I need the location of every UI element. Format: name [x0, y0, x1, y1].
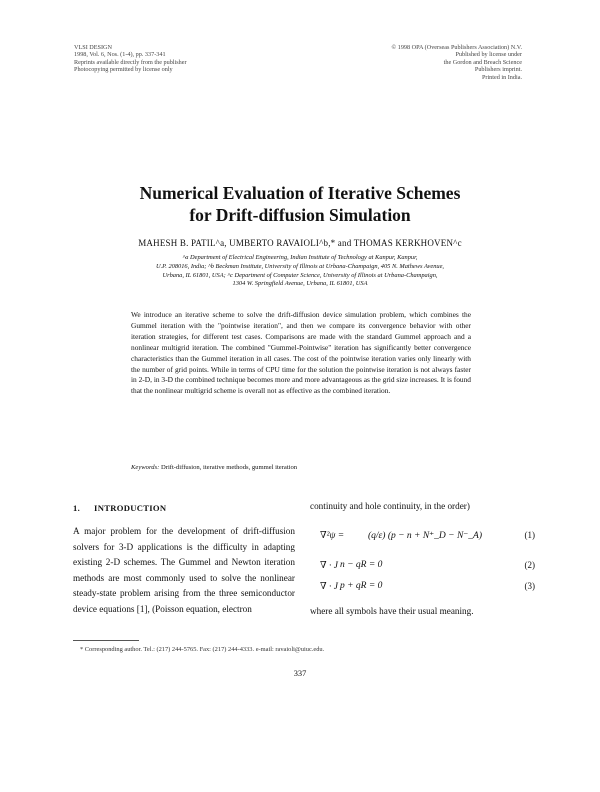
equation-electron-continuity [320, 560, 535, 580]
equation-lhs: ∇²ψ = [320, 531, 345, 541]
equation-followup-text: where all symbols have their usual meaning. [310, 606, 474, 616]
publisher-info-line: the Gordon and Breach Science [443, 58, 522, 66]
keywords-label: Keywords: [131, 464, 160, 471]
equation-hole-continuity [320, 581, 535, 601]
section-title: INTRODUCTION [94, 503, 167, 513]
section-number: 1. [73, 503, 81, 513]
author-list: MAHESH B. PATIL^a, UMBERTO RAVAIOLI^b,* and THOMAS KERKHOVEN^c [138, 238, 462, 248]
footnote: * Corresponding author. Tel.: (217) 244-5765. Fax: (217) 244-4333. e-mail: ravaioli@uiuc.edu. [80, 646, 325, 653]
publisher-info [391, 44, 522, 81]
intro-paragraph: A major problem for the development of drift-diffusion solvers for 3-D applications is the difficulty in adapting existing 2-D schemes. The Gummel and Newton iteration methods are most commonly used to solve the nonlinear steady-state problem arising from the three semiconductor device equations [1], (Poisson equation, electron [73, 526, 295, 614]
affiliation-line: U.P. 208016, India; ^b Beckman Institute, University of Illinois at Urbana-Champaign, 405 N. Mathews Avenue, [155, 262, 445, 270]
page-number: 337 [293, 669, 307, 678]
intro-continuation: continuity and hole continuity, in the order) [310, 501, 470, 511]
equation-lhs: ∇ · J [320, 582, 338, 592]
publisher-info-line: © 1998 OPA (Overseas Publishers Association) N.V. [391, 44, 522, 51]
paper-title-line-2: for Drift-diffusion Simulation [189, 205, 411, 225]
affiliation-line: 1304 W. Springfield Avenue, Urbana, IL 61801, USA [232, 280, 368, 288]
equation-number: (1) [524, 530, 535, 540]
keywords-text: Drift-diffusion, iterative methods, gummel iteration [160, 464, 298, 471]
journal-info-line: VLSI DESIGN [74, 44, 112, 51]
equation-number: (2) [524, 560, 535, 570]
equation-rhs: n − qR = 0 [340, 560, 383, 570]
publisher-info-line: Printed in India. [481, 73, 522, 81]
footnote-divider [73, 640, 139, 641]
journal-info-line: Reprints available directly from the publisher [74, 58, 187, 66]
affiliation-line: Urbana, IL 61801, USA; ^c Department of Computer Science, University of Illinois at Urbana-Champaign, [162, 271, 438, 279]
paper-title [0, 182, 600, 226]
journal-info-line: Photocopying permitted by license only [74, 66, 173, 74]
equation-number: (3) [524, 581, 535, 591]
section-heading [73, 503, 180, 513]
affiliation-line: ^a Department of Electrical Engineering, Indian Institute of Technology at Kanpur, Kanpur, [182, 254, 418, 261]
equation-lhs: ∇ · J [320, 561, 338, 571]
equation-rhs: p + qR = 0 [340, 581, 383, 591]
keywords [131, 464, 297, 471]
journal-info [74, 44, 187, 74]
affiliations [100, 254, 500, 289]
abstract: We introduce an iterative scheme to solve the drift-diffusion device simulation problem, which combines the Gummel iteration with the "pointwise iteration", and then we compare its convergence behavior with other iteration strategies, for different test cases. Comparisons are made with the standard Gummel approach and a nonlinear multigrid iteration. The combined "Gummel-Pointwise" iteration has significantly better convergence characteristics than the Gummel iteration in all cases. The cost of the pointwise iteration varies only linearly with the number of grid points. While in terms of CPU time for the solution the pointwise iteration is not always faster in 2-D, in 3-D the combined technique becomes more and more advantageous as the grid size increases. It is found that the nonlinear multigrid scheme is overall not as effective as the combined iteration. [131, 310, 471, 396]
equation-poisson [320, 530, 535, 550]
publisher-info-line: Published by license under [455, 51, 522, 59]
paper-title-line-1: Numerical Evaluation of Iterative Schemes [139, 183, 461, 203]
equation-rhs: (q/ε) (p − n + N⁺_D − N⁻_A) [368, 531, 483, 541]
journal-info-line: 1998, Vol. 6, Nos. (1-4), pp. 337-341 [74, 51, 166, 59]
publisher-info-line: Publishers imprint. [474, 66, 522, 74]
